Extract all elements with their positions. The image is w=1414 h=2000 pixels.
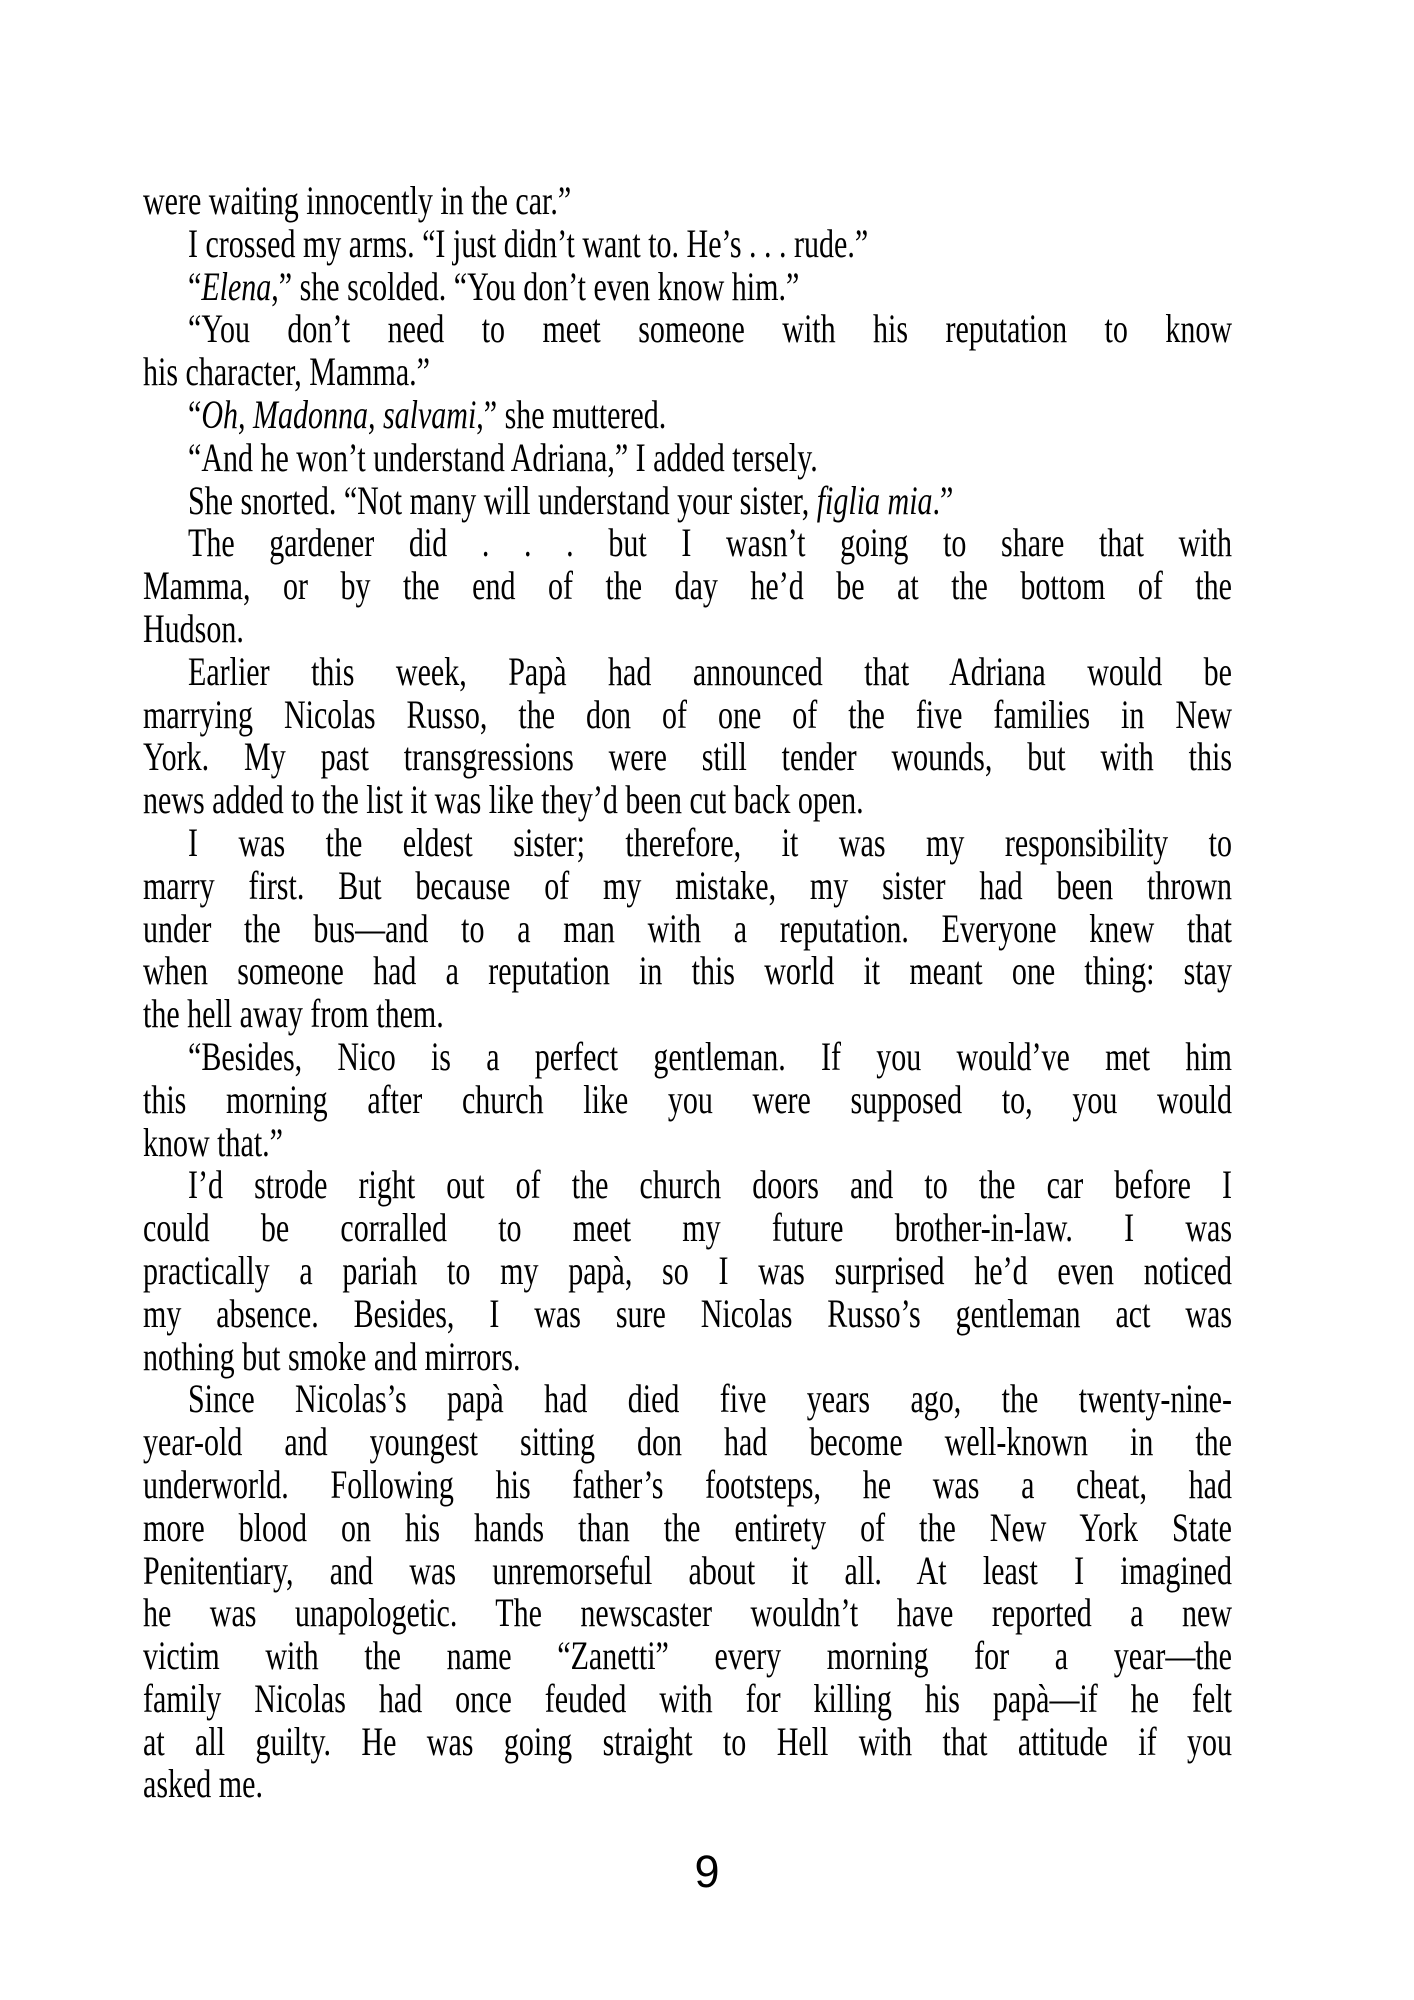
text-line bbox=[143, 1164, 1232, 1207]
text-line bbox=[143, 819, 1232, 865]
page-number: 9 bbox=[694, 1846, 720, 1897]
text-segment: family Nicolas had once feuded with for killing his papà—if he felt bbox=[143, 1675, 1232, 1721]
text-segment: were waiting innocently in the car.” bbox=[143, 178, 572, 223]
text-segment: Earlier this week, Papà had announced that Adriana would be bbox=[188, 648, 1232, 694]
text-segment: marry first. But because of my mistake, my sister had been thrown bbox=[143, 862, 1232, 908]
text-segment: more blood on his hands than the entirety of the New York State bbox=[143, 1504, 1232, 1550]
text-line bbox=[143, 522, 1232, 565]
text-segment: year-old and youngest sitting don had become well-known in the bbox=[143, 1419, 1232, 1465]
text-line bbox=[143, 1333, 1232, 1379]
text-segment: .” bbox=[932, 477, 954, 523]
text-line bbox=[143, 391, 1232, 437]
text-line bbox=[143, 1675, 1232, 1721]
page-text-block bbox=[143, 180, 1233, 1806]
text-segment: ,” she scolded. “You don’t even know him.” bbox=[271, 263, 800, 309]
text-line bbox=[143, 1119, 1232, 1165]
text-segment: my absence. Besides, I was sure Nicolas Russo’s gentleman act was bbox=[143, 1290, 1232, 1336]
text-segment: Since Nicolas’s papà had died five years ago, the twenty-nine- bbox=[188, 1376, 1232, 1422]
italic-text-segment: Elena bbox=[201, 263, 272, 309]
text-line bbox=[143, 565, 1232, 608]
text-line bbox=[143, 736, 1232, 779]
text-line bbox=[143, 351, 1232, 394]
text-line bbox=[143, 1033, 1232, 1079]
text-segment: “ bbox=[188, 391, 202, 437]
text-line bbox=[143, 993, 1232, 1036]
text-line bbox=[143, 648, 1232, 694]
text-line bbox=[143, 1504, 1232, 1550]
text-line bbox=[143, 950, 1232, 993]
text-segment: at all guilty. He was going straight to Hell with that attitude if you bbox=[143, 1718, 1232, 1764]
text-line bbox=[143, 434, 1232, 480]
text-segment: under the bus—and to a man with a reputation. Everyone knew that bbox=[143, 905, 1232, 951]
text-line bbox=[143, 1718, 1232, 1764]
text-line bbox=[143, 1290, 1232, 1336]
text-line bbox=[143, 1421, 1232, 1464]
text-segment: “ bbox=[188, 263, 202, 309]
text-segment: victim with the name “Zanetti” every morning for a year—the bbox=[143, 1633, 1232, 1679]
text-line bbox=[143, 1247, 1232, 1293]
text-line bbox=[143, 1592, 1232, 1635]
text-segment: when someone had a reputation in this world it meant one thing: stay bbox=[143, 948, 1232, 994]
text-segment: “Besides, Nico is a perfect gentleman. If you would’ve met him bbox=[188, 1033, 1232, 1079]
text-line bbox=[143, 308, 1232, 351]
text-line bbox=[143, 779, 1232, 822]
text-line bbox=[143, 1076, 1232, 1122]
text-segment: know that.” bbox=[143, 1119, 283, 1165]
text-segment: Mamma, or by the end of the day he’d be at the bottom of the bbox=[143, 563, 1232, 609]
text-segment: practically a pariah to my papà, so I was surprised he’d even noticed bbox=[143, 1247, 1232, 1293]
text-segment: nothing but smoke and mirrors. bbox=[143, 1333, 521, 1379]
italic-text-segment: figlia mia bbox=[816, 477, 933, 523]
text-segment: asked me. bbox=[143, 1761, 263, 1807]
text-segment: this morning after church like you were supposed to, you would bbox=[143, 1076, 1232, 1122]
text-segment: his character, Mamma.” bbox=[143, 349, 430, 395]
text-segment: “And he won’t understand Adriana,” I added tersely. bbox=[188, 434, 818, 480]
italic-text-segment: Oh, Madonna, salvami bbox=[201, 391, 477, 437]
text-segment: I crossed my arms. “I just didn’t want to. He’s . . . rude.” bbox=[188, 220, 869, 266]
text-segment: the hell away from them. bbox=[143, 991, 444, 1037]
text-line bbox=[143, 1547, 1232, 1593]
text-line bbox=[143, 862, 1232, 908]
text-segment: She snorted. “Not many will understand your sister, bbox=[188, 477, 817, 523]
text-line bbox=[143, 1763, 1232, 1806]
text-line bbox=[143, 220, 1232, 266]
text-segment: Penitentiary, and was unremorseful about it all. At least I imagined bbox=[143, 1547, 1232, 1593]
text-segment: he was unapologetic. The newscaster wouldn’t have reported a new bbox=[143, 1590, 1232, 1636]
text-segment: could be corralled to meet my future brother-in-law. I was bbox=[143, 1205, 1232, 1251]
text-segment: York. My past transgressions were still tender wounds, but with this bbox=[143, 734, 1232, 780]
text-line bbox=[143, 1461, 1232, 1507]
text-segment: “You don’t need to meet someone with his reputation to know bbox=[188, 306, 1232, 352]
text-segment: news added to the list it was like they’d been cut back open. bbox=[143, 777, 864, 823]
text-segment: marrying Nicolas Russo, the don of one of the five families in New bbox=[143, 691, 1232, 737]
text-segment: I’d strode right out of the church doors and to the car before I bbox=[188, 1162, 1232, 1208]
text-segment: ,” she muttered. bbox=[476, 391, 667, 437]
text-line bbox=[143, 691, 1232, 737]
text-segment: underworld. Following his father’s footsteps, he was a cheat, had bbox=[143, 1461, 1232, 1507]
text-segment: Hudson. bbox=[143, 605, 244, 651]
text-line bbox=[143, 905, 1232, 951]
text-line bbox=[143, 1207, 1232, 1250]
text-line bbox=[143, 263, 1232, 309]
page-text bbox=[143, 180, 1232, 1806]
text-line bbox=[143, 477, 1232, 523]
text-line bbox=[143, 605, 1232, 651]
text-segment: I was the eldest sister; therefore, it was my responsibility to bbox=[188, 819, 1232, 865]
text-segment: The gardener did . . . but I wasn’t going to share that with bbox=[188, 520, 1232, 566]
text-line bbox=[143, 1378, 1232, 1421]
text-line bbox=[143, 180, 1232, 223]
text-line bbox=[143, 1635, 1232, 1678]
